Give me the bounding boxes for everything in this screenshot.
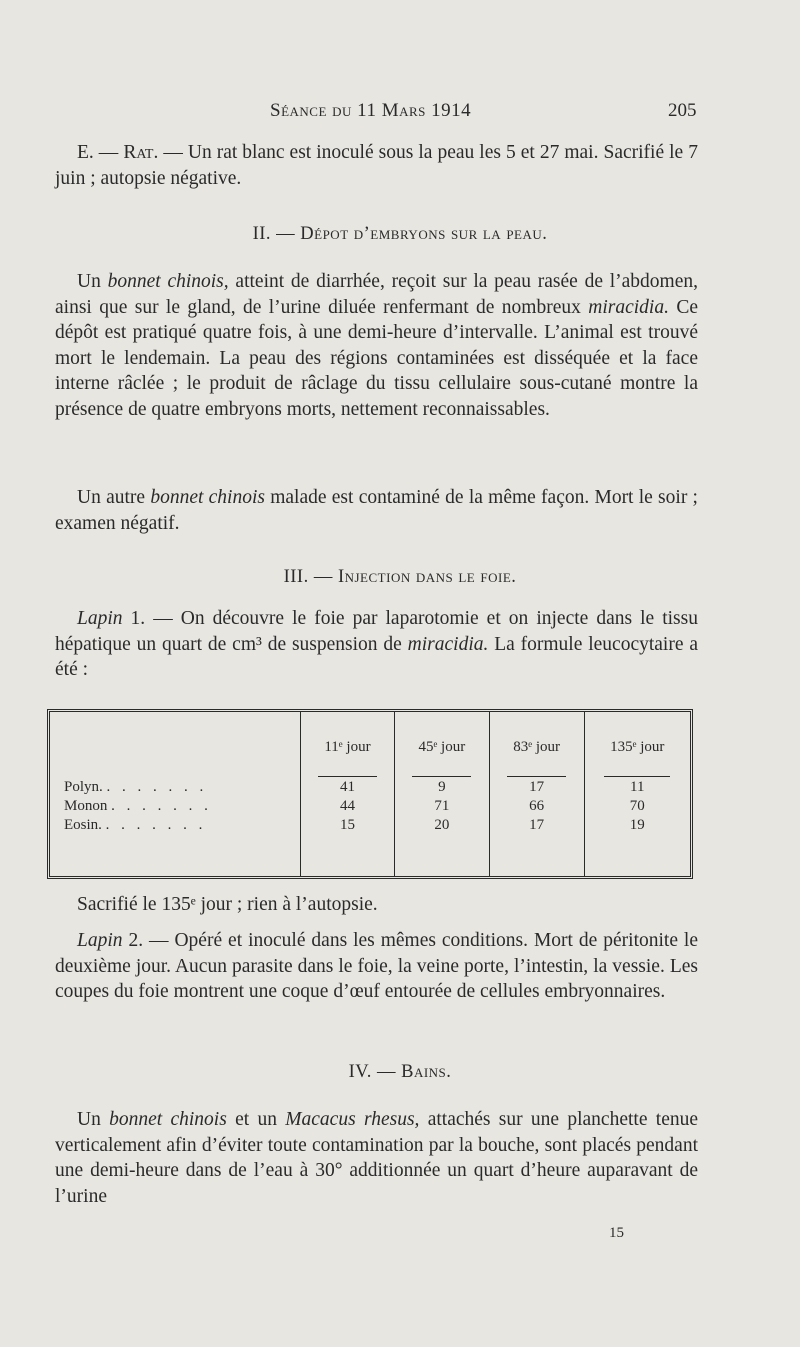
table-cell [50, 834, 301, 876]
running-title: Séance du 11 Mars 1914 [270, 100, 472, 121]
text-run: Un autre [77, 487, 151, 508]
dot-leader: . . . . . . . [106, 779, 208, 796]
row-label-text: Monon [64, 797, 108, 814]
para-text: — Un rat blanc est inoculé sous la peau les 5 et 27 mai. Sacrifié le 7 juin ; autopsie négative. [55, 142, 698, 189]
text-run: Un [77, 1109, 110, 1130]
table-bottom-space [50, 834, 690, 876]
column-header [301, 712, 395, 778]
species-name: bonnet chinois [109, 1109, 227, 1130]
text-run: et un [226, 1109, 286, 1130]
table-cell: 9 [394, 778, 489, 797]
text-run: 1. — On découvre le foie par laparotomie et on injecte dans le tissu hépatique un quart de cm³ de suspension de [55, 608, 698, 655]
paragraph-rat [55, 140, 698, 191]
section-heading-3: III. — Injection dans le foie. [283, 567, 517, 587]
row-label-text: Eosin. [64, 816, 102, 833]
species-name: Macacus rhesus, [285, 1109, 420, 1130]
table-row [50, 778, 690, 797]
text-run: malade est contaminé de la même façon. Mort le soir ; examen négatif. [55, 487, 698, 534]
table-cell [394, 834, 489, 876]
dot-leader: . . . . . . . [105, 816, 207, 833]
paragraph-sacrifie: Sacrifié le 135ᵉ jour ; rien à l’autopsie. [77, 894, 378, 915]
table-cell: 41 [301, 778, 395, 797]
running-head [0, 100, 800, 130]
paragraph-bonnet-chinois-2 [55, 485, 698, 536]
leukocyte-table [47, 709, 693, 879]
column-header [489, 712, 584, 778]
table-cell: 70 [584, 797, 690, 816]
column-header-label: 135ᵉ jour [604, 739, 670, 777]
table-cell: 66 [489, 797, 584, 816]
section-heading-2: II. — Dépot d’embryons sur la peau. [252, 224, 548, 244]
animal-name: Lapin [77, 930, 123, 951]
text-run: attachés sur une planchette tenue verticalement afin d’éviter toute contamination par la bouche, sont placés pendant une demi-heure dans de l’eau à 30° additionnée un quart d’heure auparavant de l’urine [55, 1109, 699, 1207]
dot-leader: . . . . . . . [111, 797, 212, 814]
table-cell: 11 [584, 778, 690, 797]
paragraph-bonnet-chinois-1 [55, 269, 698, 422]
signature-mark: 15 [609, 1225, 624, 1241]
table-cell: 44 [301, 797, 395, 816]
column-header-label: 11ᵉ jour [318, 739, 376, 777]
paragraph-lapin-2 [55, 928, 698, 1005]
table-cell: 20 [394, 816, 489, 835]
species-name: miracidia. [407, 633, 489, 655]
table-cell [489, 834, 584, 876]
row-label [50, 778, 301, 797]
table-cell: 71 [394, 797, 489, 816]
section-heading-4: IV. — Bains. [348, 1062, 452, 1082]
table-cell [301, 834, 395, 876]
text-run: 2. — Opéré et inoculé dans les mêmes conditions. Mort de péritonite le deuxième jour. Aucun parasite dans le foie, la veine porte, l’intestin, la vessie. Les coupes du foie montrent une coque d’œuf entourée de cellules embryonnaires. [55, 930, 698, 1002]
table-header-row [50, 712, 690, 778]
animal-name: Rat. [123, 142, 159, 163]
row-label [50, 797, 301, 816]
column-header [584, 712, 690, 778]
species-name: bonnet chinois [150, 487, 265, 508]
table-row [50, 797, 690, 816]
text-run: Ce dépôt est pratiqué quatre fois, à une demi-heure d’intervalle. L’animal est trouvé mort le lendemain. La peau des régions contaminées est disséquée et la face interne râclée ; le produit de râclage du tissu cellulaire sous-cutané montre la présence de quatre embryons morts, nettement reconnaissables. [55, 296, 698, 420]
column-header [394, 712, 489, 778]
animal-name: Lapin [77, 608, 123, 629]
row-label-text: Polyn. [64, 779, 103, 796]
species-name: bonnet chinois, [107, 271, 229, 292]
table-cell: 17 [489, 778, 584, 797]
para-lead: E. — [77, 142, 124, 163]
table-cell [584, 834, 690, 876]
leukocyte-table-grid [50, 712, 690, 876]
table-cell: 19 [584, 816, 690, 835]
column-header-label: 83ᵉ jour [507, 739, 566, 777]
table-row [50, 816, 690, 835]
species-name: miracidia. [588, 296, 669, 318]
paragraph-bains [55, 1107, 698, 1209]
text-run: atteint de diarrhée, reçoit sur la peau rasée de l’abdomen, ainsi que sur le gland, de l’urine diluée renfermant de nombreux [55, 271, 699, 318]
table-corner [50, 712, 301, 778]
row-label [50, 816, 301, 835]
text-run: Un [77, 271, 108, 292]
text-run: La formule leucocytaire a été : [55, 633, 698, 680]
table-cell: 15 [301, 816, 395, 835]
table-cell: 17 [489, 816, 584, 835]
column-header-label: 45ᵉ jour [412, 739, 471, 777]
paragraph-lapin-1 [55, 606, 698, 683]
page-number: 205 [668, 100, 697, 121]
